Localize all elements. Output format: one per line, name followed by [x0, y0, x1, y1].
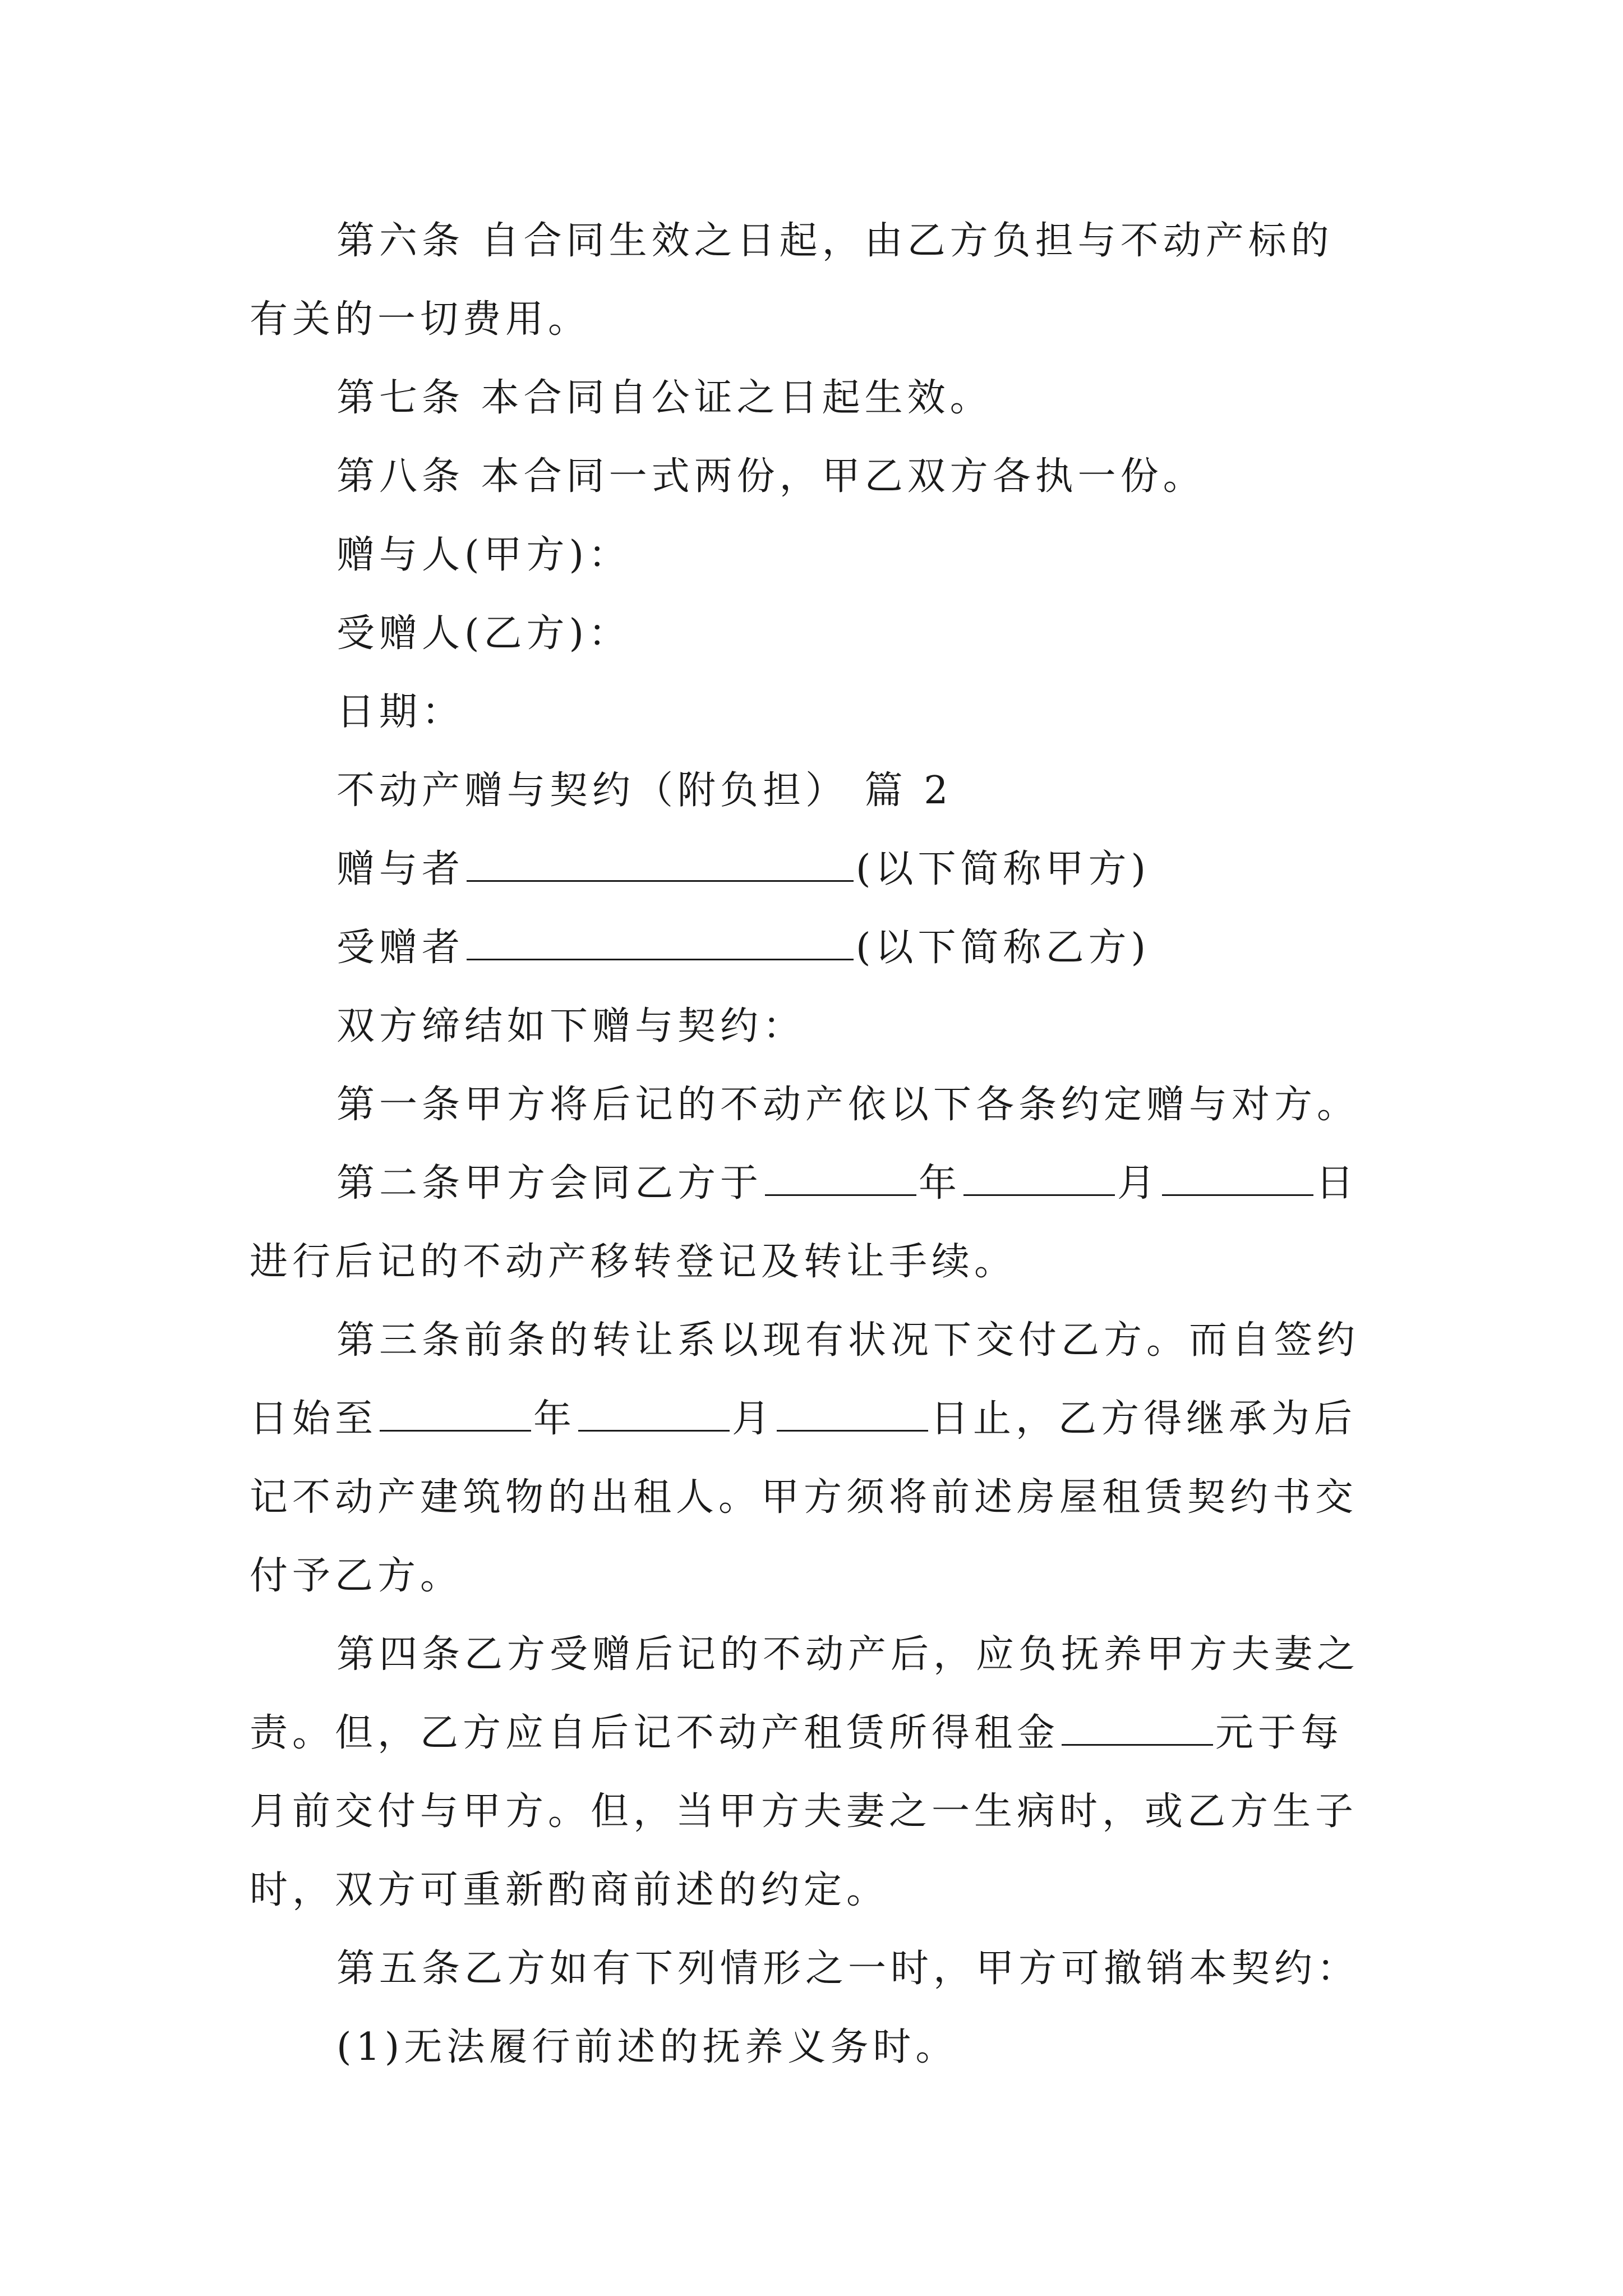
text-run: 受赠人(乙方)：	[336, 611, 631, 656]
text-run: 第八条 本合同一式两份，甲乙双方各执一份。	[336, 454, 1206, 499]
article-4-line-3	[250, 1787, 1358, 1837]
article-3-line-3	[250, 1473, 1358, 1523]
text-run: 年	[919, 1161, 962, 1205]
text-run: 月	[732, 1397, 775, 1441]
text-run: 日期：	[336, 690, 465, 734]
text-run: 第二条甲方会同乙方于	[336, 1161, 763, 1205]
text-run: (1)无法履行前述的抚养义务时。	[336, 2025, 958, 2069]
blank-field	[380, 1395, 531, 1432]
blank-field	[1062, 1709, 1213, 1746]
contract-intro	[336, 1001, 805, 1052]
text-run: 月前交付与甲方。但，当甲方夫妻之一生病时，或乙方生子	[250, 1789, 1358, 1834]
article-4-line-1	[336, 1630, 1359, 1680]
text-run: 第六条 自合同生效之日起，由乙方负担与不动产标的	[336, 219, 1334, 263]
date-label	[336, 687, 464, 738]
text-run: 双方缔结如下赠与契约：	[336, 1004, 806, 1048]
article-4-line-2	[250, 1708, 1343, 1759]
text-run: 月	[1117, 1161, 1160, 1205]
text-run: 赠与者	[336, 847, 465, 891]
article-5-item-1	[336, 2022, 958, 2073]
text-run: 日止，乙方得继承为后	[930, 1397, 1357, 1441]
donor-signature-label	[336, 530, 631, 581]
text-run: 受赠者	[336, 926, 465, 970]
text-run: (以下简称乙方)	[856, 926, 1151, 970]
article-4-line-4	[250, 1865, 889, 1916]
blank-field	[578, 1395, 730, 1432]
text-run: 赠与人(甲方)：	[336, 533, 631, 577]
blank-field	[777, 1395, 928, 1432]
text-run: 日始至	[250, 1397, 378, 1441]
text-run: 元于每	[1215, 1711, 1344, 1755]
donor-line	[336, 844, 1150, 895]
text-run: 第一条甲方将后记的不动产依以下各条约定赠与对方。	[336, 1083, 1360, 1127]
text-run: 不动产赠与契约（附负担） 篇 2	[336, 769, 953, 813]
donee-signature-label	[336, 609, 631, 659]
article-3-line-2	[250, 1394, 1357, 1444]
article-6-line-1	[336, 216, 1334, 266]
blank-field	[765, 1159, 916, 1196]
section-heading	[336, 766, 953, 816]
blank-field	[1162, 1159, 1313, 1196]
text-run: (以下简称甲方)	[856, 847, 1151, 891]
text-run: 责。但，乙方应自后记不动产租赁所得租金	[250, 1711, 1060, 1755]
text-run: 第五条乙方如有下列情形之一时，甲方可撤销本契约：	[336, 1947, 1360, 1991]
article-8	[336, 452, 1206, 502]
donee-line	[336, 923, 1150, 973]
text-run: 第四条乙方受赠后记的不动产后，应负抚养甲方夫妻之	[336, 1632, 1360, 1677]
text-run: 日	[1316, 1161, 1359, 1205]
article-7	[336, 373, 993, 424]
article-5	[336, 1944, 1359, 1994]
article-2-line-1	[336, 1158, 1358, 1209]
article-3-line-1	[336, 1315, 1359, 1366]
text-run: 第七条 本合同自公证之日起生效。	[336, 376, 993, 420]
blank-field	[963, 1159, 1115, 1196]
text-run: 付予乙方。	[250, 1554, 463, 1598]
blank-field	[467, 924, 854, 960]
article-3-line-4	[250, 1551, 463, 1602]
article-2-line-2	[250, 1237, 1017, 1287]
text-run: 时，双方可重新酌商前述的约定。	[250, 1868, 889, 1912]
article-6-line-2	[250, 295, 591, 345]
text-run: 第三条前条的转让系以现有状况下交付乙方。而自签约	[336, 1318, 1360, 1363]
text-run: 进行后记的不动产移转登记及转让手续。	[250, 1240, 1017, 1284]
text-run: 有关的一切费用。	[250, 297, 591, 342]
text-run: 年	[533, 1397, 577, 1441]
blank-field	[467, 845, 854, 882]
article-1	[336, 1080, 1359, 1130]
text-run: 记不动产建筑物的出租人。甲方须将前述房屋租赁契约书交	[250, 1475, 1358, 1520]
